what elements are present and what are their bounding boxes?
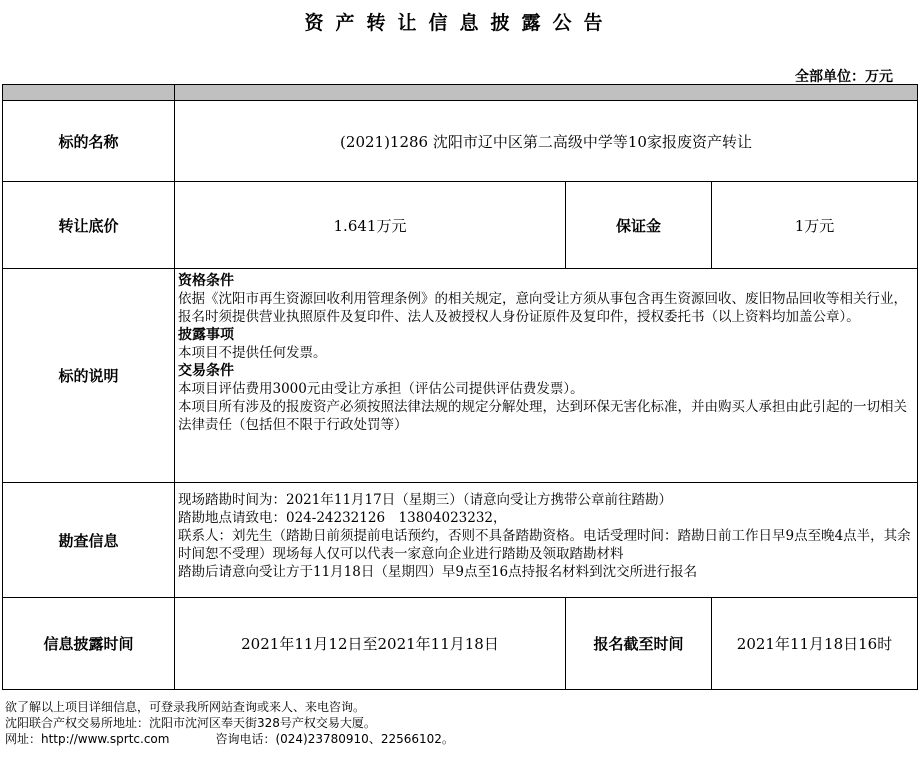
section-text: 本项目不提供任何发票。 [178,345,327,361]
name-value: (2021)1286 沈阳市辽中区第二高级中学等10家报废资产转让 [175,101,918,182]
section-heading: 披露事项 [178,327,234,343]
price-value: 1.641万元 [175,182,566,269]
header-cell [3,85,175,101]
table-header-bar [3,85,918,101]
survey-line: 联系人：刘先生（踏勘日前须提前电话预约，否则不具备踏勘资格。电话受理时间：踏勘日前工作日早9点至晚4点半，其余时间恕不受理）现场每人仅可以代表一家意向企业进行踏勘及领取踏勘材料 [178,528,911,562]
page-title: 资产转让信息披露公告 [304,12,615,34]
footer-phone: 咨询电话：(024)23780910、22566102。 [215,732,454,746]
footer-contact [5,731,454,747]
footer-line: 欲了解以上项目详细信息，可登录我所网站查询或来人、来电咨询。 [5,700,366,714]
unit-note: 全部单位：万元 [795,69,893,85]
name-label: 标的名称 [3,101,175,182]
section-text: 本项目评估费用3000元由受让方承担（评估公司提供评估费发票）。 [178,381,584,397]
survey-label: 勘查信息 [3,483,175,598]
header-cell [175,85,918,101]
row-disclosure [3,598,918,690]
deposit-value: 1万元 [712,182,918,269]
survey-line: 现场踏勘时间为：2021年11月17日（星期三）（请意向受让方携带公章前往踏勘） [178,492,672,508]
footer-address: 沈阳联合产权交易所地址：沈阳市沈河区奉天街328号产权交易大厦。 [5,716,376,730]
price-label: 转让底价 [3,182,175,269]
description-label: 标的说明 [3,269,175,483]
row-description [3,269,918,483]
disclosure-table [2,84,918,690]
survey-content [175,483,918,598]
section-heading: 交易条件 [178,363,234,379]
row-survey [3,483,918,598]
deadline-value: 2021年11月18日16时 [712,598,918,690]
section-text: 本项目所有涉及的报废资产必须按照法律法规的规定分解处理，达到环保无害化标准，并由购买人承担由此引起的一切相关法律责任（包括但不限于行政处罚等） [178,399,907,433]
section-heading: 资格条件 [178,273,234,289]
disclosure-value: 2021年11月12日至2021年11月18日 [175,598,566,690]
deadline-label: 报名截至时间 [566,598,712,690]
deposit-label: 保证金 [566,182,712,269]
survey-line: 踏勘后请意向受让方于11月18日（星期四）早9点至16点持报名材料到沈交所进行报名 [178,564,698,580]
description-content [175,269,918,483]
row-price [3,182,918,269]
footer-website: 网址：http://www.sprtc.com [5,732,170,746]
survey-line: 踏勘地点请致电：024-24232126 13804023232， [178,510,507,526]
section-text: 依据《沈阳市再生资源回收利用管理条例》的相关规定，意向受让方须从事包含再生资源回收、废旧物品回收等相关行业，报名时须提供营业执照原件及复印件、法人及被授权人身份证原件及复印件，授权委托书（以上资料均加盖公章）。 [178,291,907,325]
disclosure-label: 信息披露时间 [3,598,175,690]
row-name [3,101,918,182]
footer [5,699,454,747]
